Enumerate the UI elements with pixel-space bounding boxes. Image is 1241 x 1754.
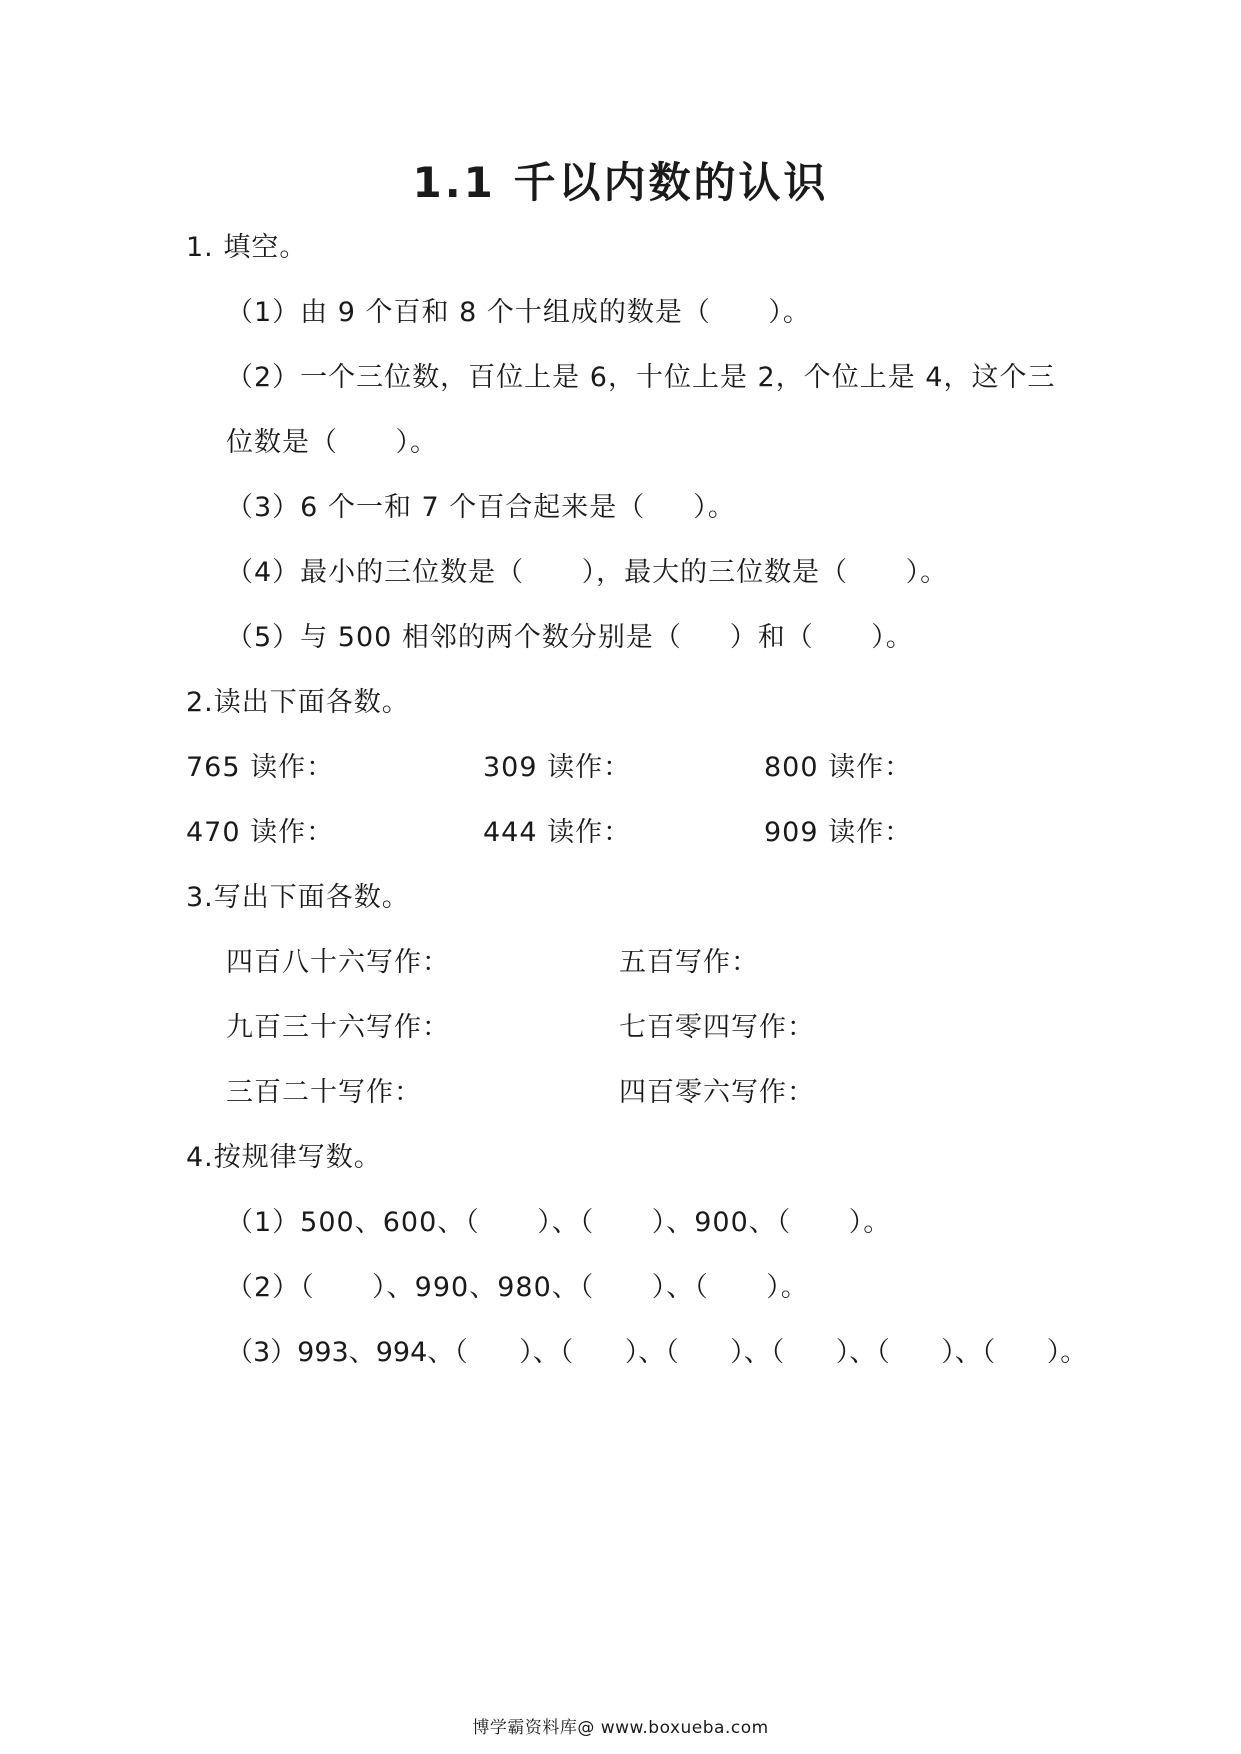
q4-heading: 4.按规律写数。 [186, 1142, 382, 1173]
q1-item-1: （1）由 9 个百和 8 个十组成的数是（ ）。 [226, 297, 811, 328]
q3-cell: 四百零六写作： [619, 1077, 815, 1108]
q1-item-2: （2）一个三位数，百位上是 6，十位上是 2，个位上是 4，这个三 [226, 362, 1056, 393]
q1-item-3: （3）6 个一和 7 个百合起来是（ ）。 [226, 492, 736, 523]
q3-cell: 四百八十六写作： [226, 947, 450, 978]
q4-item-2: （2）（ ）、990、980、（ ）、（ ）。 [226, 1272, 809, 1303]
q2-cell: 470 读作： [186, 817, 335, 848]
q3-cell: 五百写作： [619, 947, 759, 978]
q2-cell: 800 读作： [764, 752, 913, 783]
q2-cell: 309 读作： [483, 752, 632, 783]
q2-cell: 444 读作： [483, 817, 632, 848]
q1-item-2-cont: 位数是（ ）。 [226, 427, 438, 458]
q4-item-1: （1）500、600、（ ）、（ ）、900、（ ）。 [226, 1207, 892, 1238]
q1-item-5: （5）与 500 相邻的两个数分别是（ ）和（ ）。 [226, 622, 914, 653]
q2-heading: 2.读出下面各数。 [186, 687, 410, 718]
q4-item-3: （3）993、994、（ ）、（ ）、（ ）、（ ）、（ ）、（ ）。 [226, 1337, 1088, 1368]
q2-cell: 909 读作： [764, 817, 913, 848]
q3-cell: 九百三十六写作： [226, 1012, 450, 1043]
page-title: 1.1 千以内数的认识 [412, 158, 829, 207]
q2-cell: 765 读作： [186, 752, 335, 783]
q3-cell: 七百零四写作： [619, 1012, 815, 1043]
q3-heading: 3.写出下面各数。 [186, 882, 410, 913]
q3-cell: 三百二十写作： [226, 1077, 422, 1108]
footer-watermark: 博学霸资料库@ www.boxueba.com [472, 1718, 769, 1738]
q1-item-4: （4）最小的三位数是（ ），最大的三位数是（ ）。 [226, 557, 949, 588]
q1-heading: 1. 填空。 [186, 232, 308, 263]
